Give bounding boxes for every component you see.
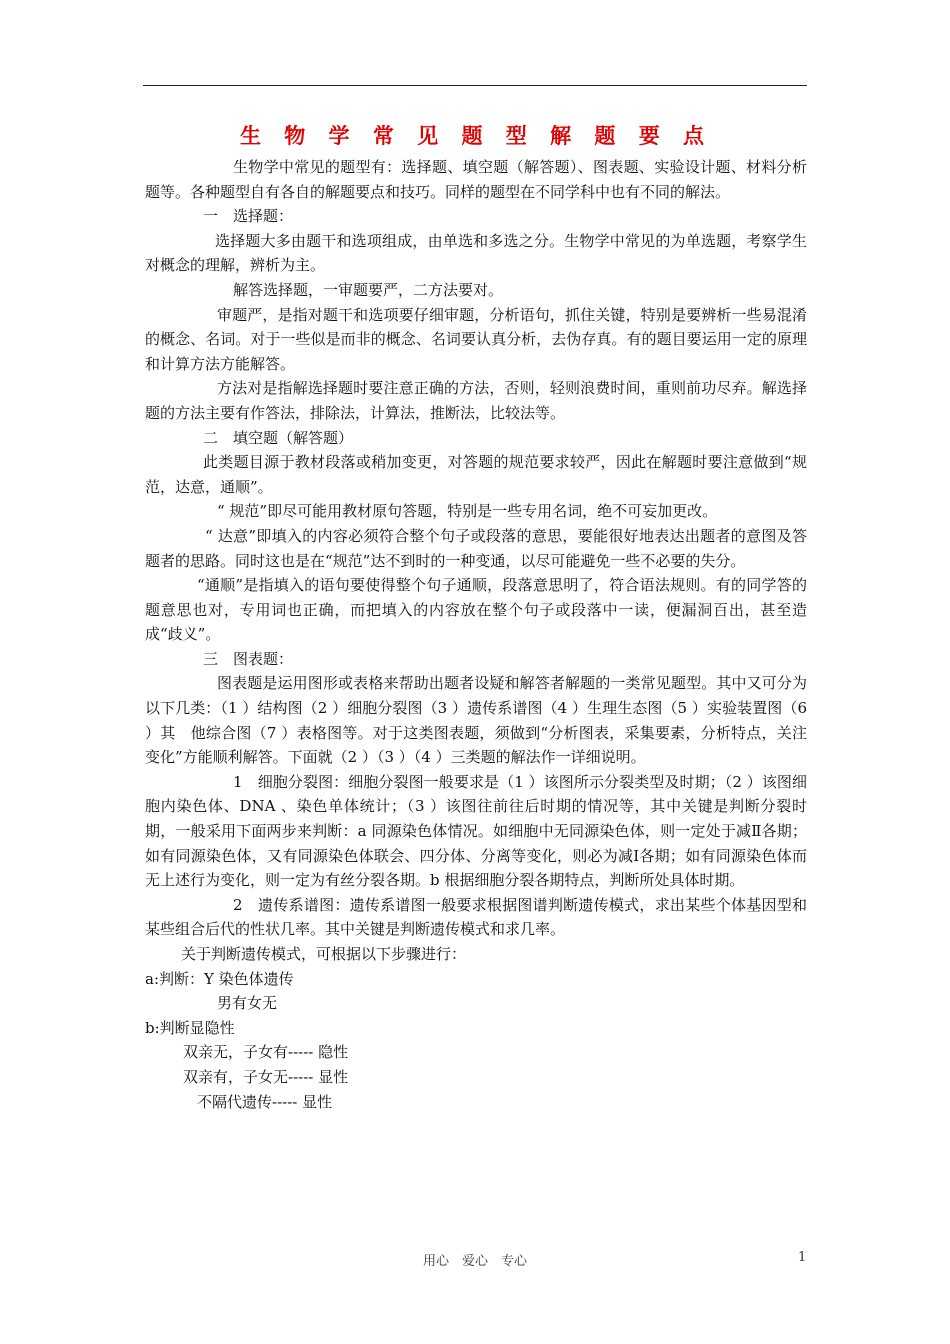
paragraph-pedigree: 2 遗传系谱图：遗传系谱图一般要求根据图谱判断遗传模式，求出某些个体基因型和某些组合后代的性状几率。其中关键是判断遗传模式和求几率。: [145, 895, 807, 939]
document-body: [145, 122, 807, 1114]
paragraph: “ 规范”即尽可能用教材原句答题，特别是一些专用名词，绝不可妄加更改。: [217, 502, 718, 521]
header-rule: [143, 85, 807, 86]
step-a-detail: 男有女无: [217, 994, 278, 1013]
paragraph: 方法对是指解选择题时要注意正确的方法，否则，轻则浪费时间，重则前功尽弃。解选择题的方法主要有作答法，排除法，计算法，推断法，比较法等。: [145, 379, 807, 422]
section-heading-chart: 三 图表题：: [203, 649, 294, 668]
paragraph: “ 达意”即填入的内容必须符合整个句子或段落的意思，要能很好地表达出题者的意图及答题者的思路。同时这也是在“规范”达不到时的一种变通，以尽可能避免一些不必要的失分。: [145, 526, 807, 570]
paragraph: 选择题大多由题干和选项组成，由单选和多选之分。生物学中常见的为单选题，考察学生对概念的理解，辨析为主。: [145, 231, 807, 275]
step-b-rule: 双亲有，子女无----- 显性: [183, 1067, 349, 1086]
paragraph: 此类题目源于教材段落或稍加变更，对答题的规范要求较严，因此在解题时要注意做到“规范，达意，通顺”。: [145, 453, 807, 496]
step-a: a:判断：Y 染色体遗传: [145, 969, 294, 988]
intro-paragraph: 生物学中常见的题型有：选择题、填空题（解答题）、图表题、实验设计题、材料分析题等。各种题型自有各自的解题要点和技巧。同样的题型在不同学科中也有不同的解法。: [145, 158, 807, 201]
step-b-rule: 不隔代遗传----- 显性: [197, 1092, 333, 1111]
paragraph: “通顺”是指填入的语句要使得整个句子通顺，段落意思明了，符合语法规则。有的同学答的题意思也对，专用词也正确，而把填入的内容放在整个句子或段落中一读，便漏洞百出，甚至造成“歧义”。: [145, 576, 807, 644]
paragraph: 审题严，是指对题干和选项要仔细审题，分析语句，抓住关键，特别是要辨析一些易混淆的概念、名词。对于一些似是而非的概念、名词要认真分析，去伪存真。有的题目要运用一定的原理和计算方法方能解答。: [145, 305, 807, 373]
section-heading-fill: 二 填空题（解答题）: [203, 428, 354, 447]
step-b: b:判断显隐性: [145, 1018, 235, 1037]
paragraph: 关于判断遗传模式，可根据以下步骤进行：: [181, 945, 467, 963]
paragraph: 解答选择题，一审题要严，二方法要对。: [233, 280, 504, 299]
step-b-rule: 双亲无，子女有----- 隐性: [183, 1043, 349, 1062]
page-number: 1: [798, 1250, 807, 1265]
paragraph-cell-division: 1 细胞分裂图：细胞分裂图一般要求是（1 ）该图所示分裂类型及时期；（2 ）该图细胞内染色体、DNA 、染色单体统计；（3 ）该图往前往后时期的情况等，其中关键是判断分裂时期，一般采用下面两步来判断：a 同源染色体情况。如细胞中无同源染色体，则一定处于减Ⅱ各期；如有同源染色体，又有同源染色体联会、四分体、分离等变化，则必为减Ⅰ各期；如有同源染色体而无上述行为变化，则一定为有丝分裂各期。b 根据细胞分裂各期特点，判断所处具体时期。: [145, 772, 807, 890]
page-title: 生 物 学 常 见 题 型 解 题 要 点: [239, 123, 713, 148]
footer-motto: 用心 爱心 专心: [422, 1254, 527, 1269]
paragraph: 图表题是运用图形或表格来帮助出题者设疑和解答者解题的一类常见题型。其中又可分为以下几类：（1 ）结构图（2 ）细胞分裂图（3 ）遗传系谱图（4 ）生理生态图（5 ）实验装置图（6 ）其 他综合图（7 ）表格图等。对于这类图表题，须做到“分析图表，采集要素，分析特点，关注变化”方能顺利解答。下面就（2 ）（3 ）（4 ）三类题的解法作一详细说明。: [145, 674, 807, 767]
section-heading-choice: 一 选择题：: [203, 207, 294, 226]
